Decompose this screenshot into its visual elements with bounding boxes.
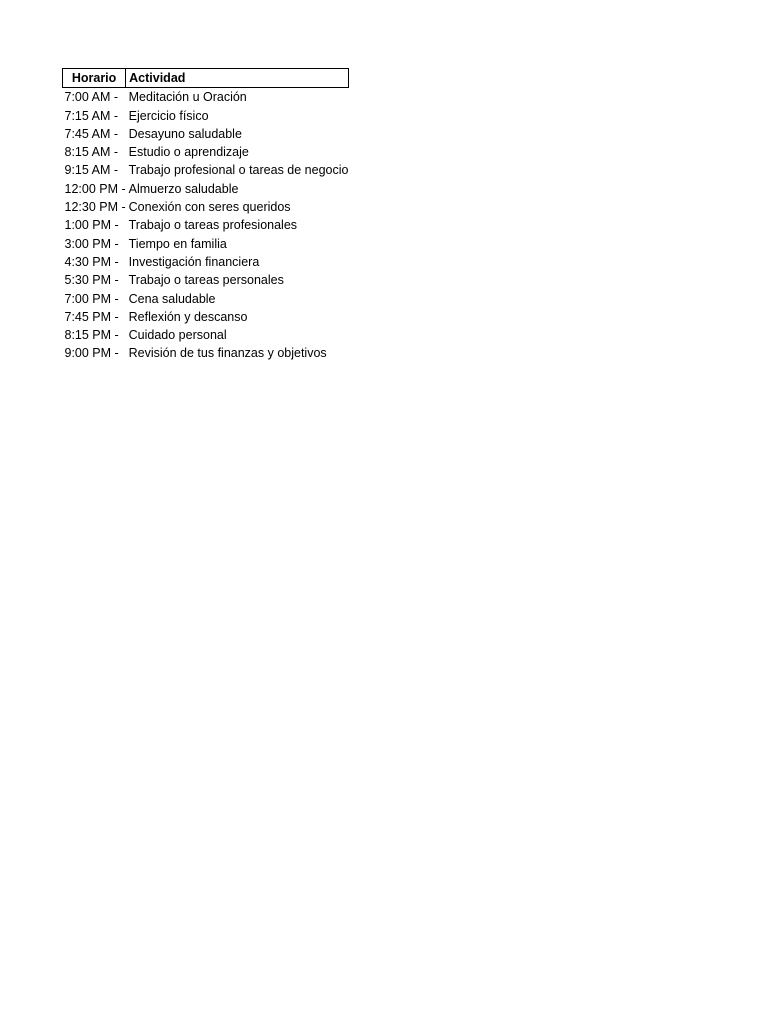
table-row [63, 326, 349, 344]
table-row [63, 125, 349, 143]
schedule-table [62, 68, 349, 363]
activity-cell: Trabajo o tareas profesionales [128, 218, 298, 233]
table-row [63, 161, 349, 179]
activity-cell: Estudio o aprendizaje [128, 145, 249, 160]
table-row [63, 216, 349, 234]
time-cell: 9:15 AM - [64, 163, 118, 178]
time-cell: 8:15 PM - [64, 328, 119, 343]
table-row [63, 143, 349, 161]
header-activity: Actividad [126, 69, 349, 88]
table-row [63, 180, 349, 198]
time-cell: 12:00 PM - [64, 181, 126, 196]
activity-cell: Reflexión y descanso [128, 309, 248, 324]
time-cell: 12:30 PM - [64, 200, 126, 215]
activity-cell: Trabajo o tareas personales [128, 273, 284, 288]
time-cell: 4:30 PM - [64, 254, 119, 269]
time-cell: 7:00 PM - [64, 291, 119, 306]
time-cell: 7:45 AM - [64, 126, 118, 141]
time-cell: 1:00 PM - [64, 218, 119, 233]
table-row [63, 235, 349, 253]
table-row [63, 88, 349, 107]
time-cell: 8:15 AM - [64, 145, 118, 160]
time-cell: 3:00 PM - [64, 236, 119, 251]
activity-cell: Cuidado personal [128, 328, 227, 343]
activity-cell: Investigación financiera [128, 254, 260, 269]
activity-cell: Desayuno saludable [128, 126, 242, 141]
time-cell: 7:15 AM - [64, 108, 118, 123]
table-row [63, 253, 349, 271]
activity-cell: Tiempo en familia [128, 236, 227, 251]
table-row [63, 271, 349, 289]
activity-cell: Almuerzo saludable [128, 181, 239, 196]
table-row [63, 308, 349, 326]
activity-cell: Conexión con seres queridos [128, 200, 291, 215]
time-cell: 9:00 PM - [64, 346, 119, 361]
table-row [63, 290, 349, 308]
time-cell: 5:30 PM - [64, 273, 119, 288]
time-cell: 7:00 AM - [64, 90, 118, 105]
activity-cell: Ejercicio físico [128, 108, 209, 123]
header-time: Horario [63, 69, 126, 88]
table-row [63, 107, 349, 125]
table-row [63, 344, 349, 362]
header-row [63, 69, 349, 88]
table-row [63, 198, 349, 216]
activity-cell: Trabajo profesional o tareas de negocio [128, 163, 349, 178]
activity-cell: Revisión de tus finanzas y objetivos [128, 346, 327, 361]
activity-cell: Cena saludable [128, 291, 216, 306]
time-cell: 7:45 PM - [64, 309, 119, 324]
activity-cell: Meditación u Oración [128, 90, 247, 105]
